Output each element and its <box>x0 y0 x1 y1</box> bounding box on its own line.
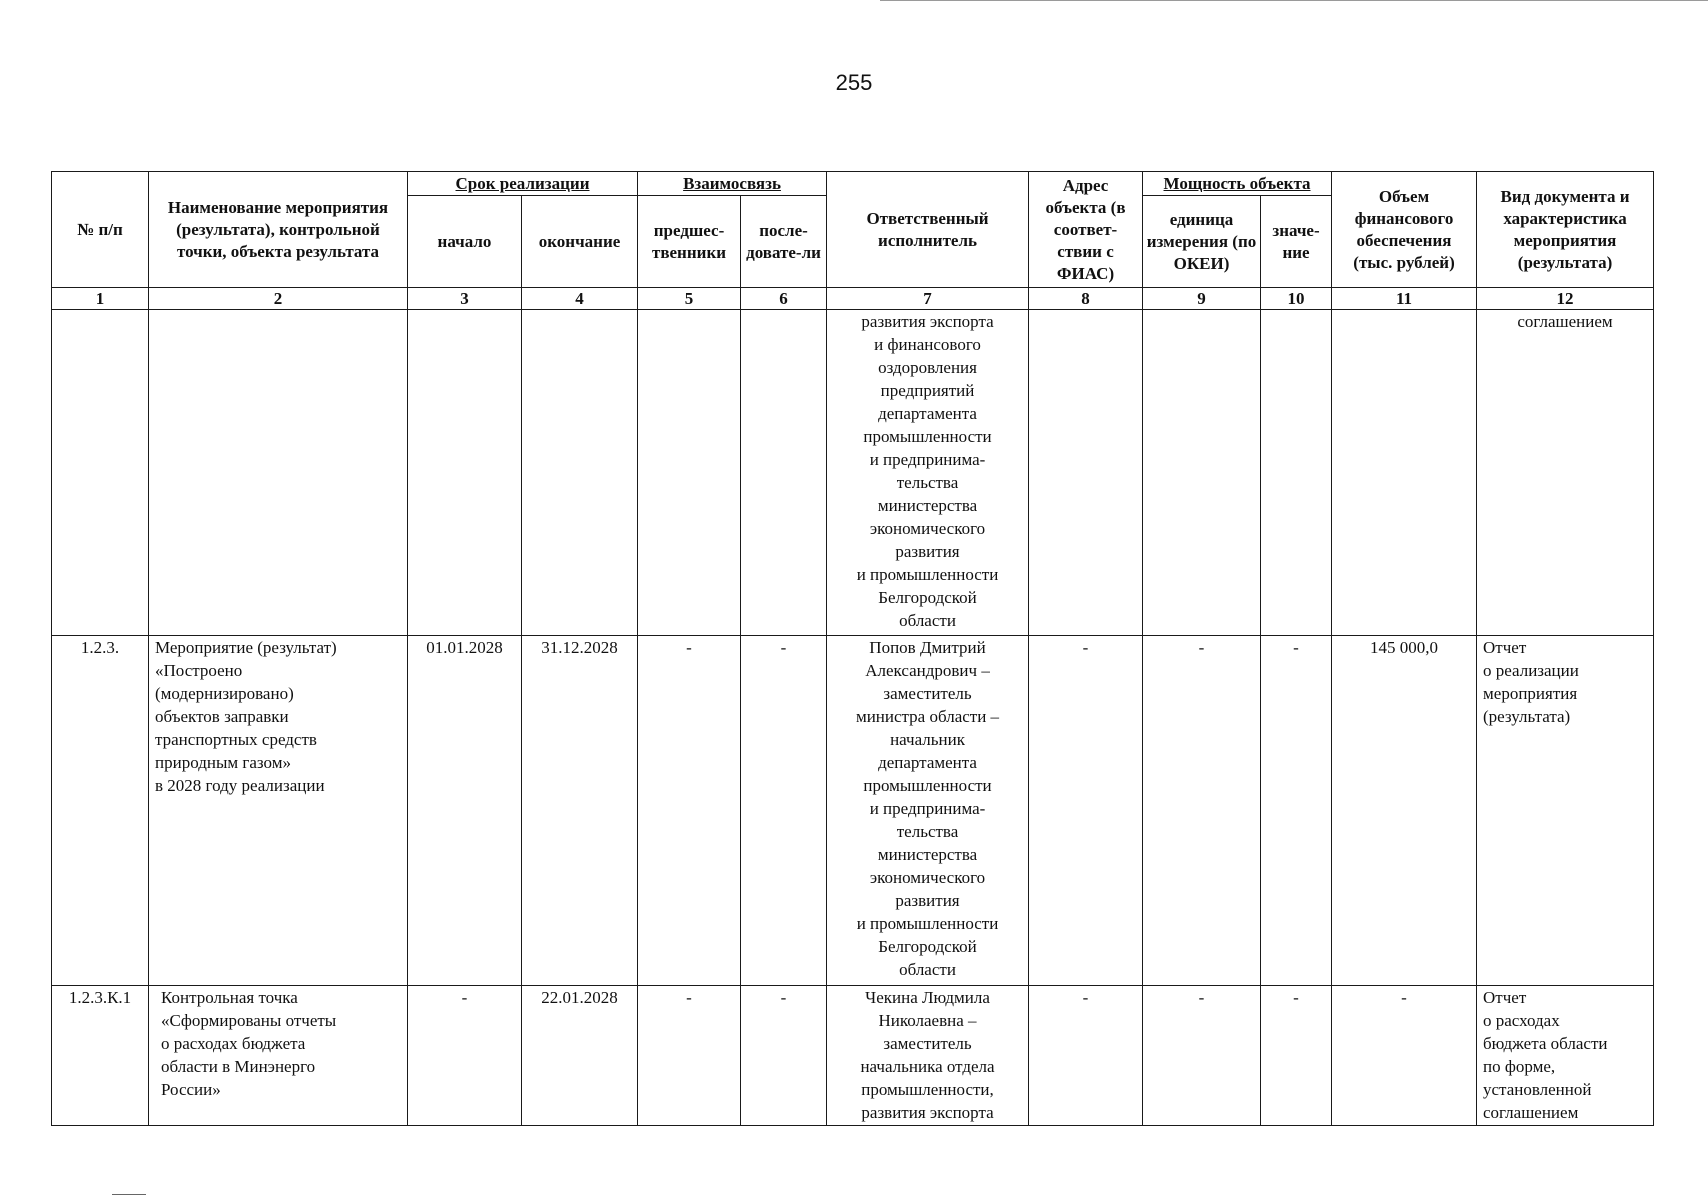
event-plan-table <box>51 171 1654 1126</box>
header-link-next: после-довате-ли <box>741 196 827 288</box>
page-number: 255 <box>835 70 873 95</box>
cell-prev: - <box>638 636 741 986</box>
column-number: 9 <box>1143 288 1261 310</box>
cell-num: 1.2.3.К.1 <box>52 986 149 1126</box>
cell-next: - <box>741 986 827 1126</box>
header-num: № п/п <box>52 172 149 288</box>
cell-num: 1.2.3. <box>52 636 149 986</box>
column-numbers-row <box>52 288 1654 310</box>
cell-unit <box>1143 310 1261 636</box>
cell-funding <box>1332 310 1477 636</box>
cell-name: Контрольная точка «Сформированы отчеты о расходах бюджета области в Минэнерго России» <box>149 986 408 1126</box>
cell-unit: - <box>1143 986 1261 1126</box>
header-link-group: Взаимосвязь <box>638 172 827 196</box>
cell-next: - <box>741 636 827 986</box>
cell-funding: - <box>1332 986 1477 1126</box>
cell-value: - <box>1261 636 1332 986</box>
cell-prev: - <box>638 986 741 1126</box>
header-term-end: окончание <box>522 196 638 288</box>
column-number: 11 <box>1332 288 1477 310</box>
cell-start <box>408 310 522 636</box>
cell-doc: соглашением <box>1477 310 1654 636</box>
cell-start: 01.01.2028 <box>408 636 522 986</box>
cell-value <box>1261 310 1332 636</box>
header-name: Наименование мероприятия (результата), контрольной точки, объекта результата <box>149 172 408 288</box>
cell-end: 31.12.2028 <box>522 636 638 986</box>
cell-end: 22.01.2028 <box>522 986 638 1126</box>
header-capacity-value: значе-ние <box>1261 196 1332 288</box>
cell-funding: 145 000,0 <box>1332 636 1477 986</box>
cell-responsible: Попов Дмитрий Александрович – заместитель министра области – начальник департамента промышленности и предпринима- тельства министерства экономического развития и промышленности Белгородской области <box>827 636 1029 986</box>
column-number: 8 <box>1029 288 1143 310</box>
cell-responsible: развития экспорта и финансового оздоровления предприятий департамента промышленности и предпринима- тельства министерства экономического развития и промышленности Белгородской области <box>827 310 1029 636</box>
table-row <box>52 986 1654 1126</box>
cell-unit: - <box>1143 636 1261 986</box>
cell-name: Мероприятие (результат) «Построено (модернизировано) объектов заправки транспортных средств природным газом» в 2028 году реализации <box>149 636 408 986</box>
header-capacity-unit: единица измерения (по ОКЕИ) <box>1143 196 1261 288</box>
column-number: 2 <box>149 288 408 310</box>
cell-prev <box>638 310 741 636</box>
column-number: 4 <box>522 288 638 310</box>
header-term-group: Срок реализации <box>408 172 638 196</box>
scan-footer-mark <box>112 1194 146 1195</box>
column-number: 7 <box>827 288 1029 310</box>
column-number: 1 <box>52 288 149 310</box>
column-number: 6 <box>741 288 827 310</box>
cell-address: - <box>1029 986 1143 1126</box>
header-doc-type: Вид документа и характеристика мероприятия (результата) <box>1477 172 1654 288</box>
cell-next <box>741 310 827 636</box>
table-row <box>52 310 1654 636</box>
header-term-start: начало <box>408 196 522 288</box>
cell-address <box>1029 310 1143 636</box>
table-row <box>52 636 1654 986</box>
header-funding: Объем финансового обеспечения (тыс. рублей) <box>1332 172 1477 288</box>
column-number: 10 <box>1261 288 1332 310</box>
cell-doc: Отчет о реализации мероприятия (результата) <box>1477 636 1654 986</box>
scan-top-line <box>880 0 1708 1</box>
cell-end <box>522 310 638 636</box>
header-link-prev: предшес-твенники <box>638 196 741 288</box>
cell-value: - <box>1261 986 1332 1126</box>
header-address: Адрес объекта (в соответ-ствии с ФИАС) <box>1029 172 1143 288</box>
column-number: 12 <box>1477 288 1654 310</box>
cell-doc: Отчет о расходах бюджета области по форме, установленной соглашением <box>1477 986 1654 1126</box>
cell-start: - <box>408 986 522 1126</box>
cell-name <box>149 310 408 636</box>
cell-responsible: Чекина Людмила Николаевна – заместитель начальника отдела промышленности, развития экспорта <box>827 986 1029 1126</box>
header-capacity-group: Мощность объекта <box>1143 172 1332 196</box>
cell-address: - <box>1029 636 1143 986</box>
header-responsible: Ответственный исполнитель <box>827 172 1029 288</box>
column-number: 3 <box>408 288 522 310</box>
cell-num <box>52 310 149 636</box>
column-number: 5 <box>638 288 741 310</box>
